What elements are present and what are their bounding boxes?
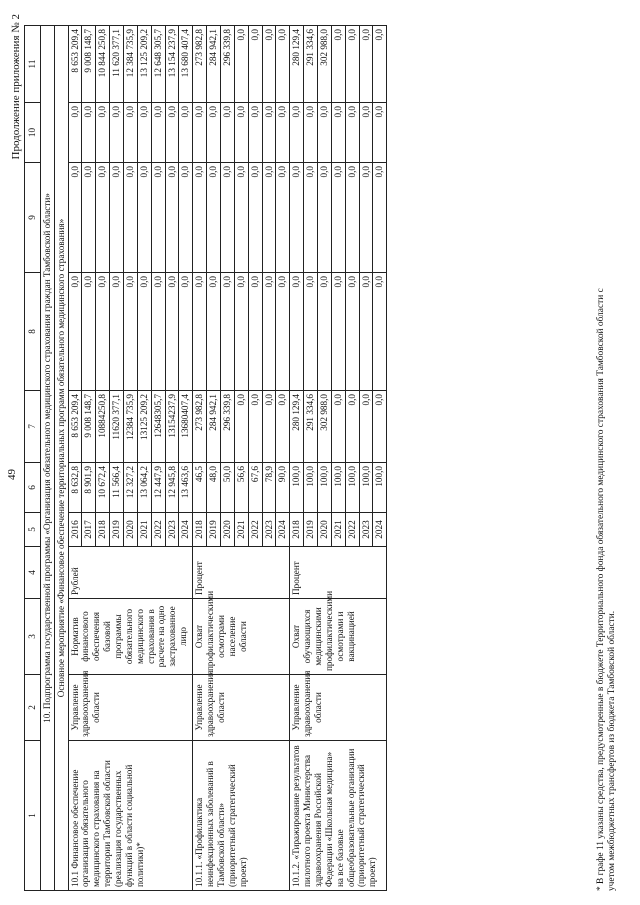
table-row [68,26,82,891]
value-cell-c6: 50,0 [221,463,235,513]
value-cell-c10: 0,0 [318,103,332,163]
value-cell-c11: 302 988,0 [318,26,332,103]
value-cell-c9: 0,0 [262,163,276,273]
col-header: 11 [25,26,41,103]
year-cell: 2022 [151,513,165,547]
value-cell-c10: 0,0 [151,103,165,163]
footnote-line: учетом межбюджетных трансфертов из бюджета Тамбовской области. [607,610,618,891]
value-cell-c11: 13 154 237,9 [165,26,179,103]
activity-name-cell: 10.1.2. «Тиражирование результатов пилотного проекта Министерства здравоохранения Российской Федерации «Школьная медицина» на все базовые общеобразовательные организации (приоритетный стратегический проект) [290,741,387,891]
year-cell: 2019 [110,513,124,547]
year-cell: 2022 [345,513,359,547]
value-cell-c7: 12384 735,9 [124,391,138,463]
value-cell-c10: 0,0 [110,103,124,163]
footnote-line: * В графе 11 указаны средства, предусмотренные в бюджете Территориального фонда обязательного медицинского страхования Тамбовской области с [596,288,606,891]
year-cell: 2024 [179,513,193,547]
value-cell-c10: 0,0 [345,103,359,163]
value-cell-c11: 296 339,8 [221,26,235,103]
value-cell-c8: 0,0 [179,273,193,391]
value-cell-c7: 0,0 [345,391,359,463]
value-cell-c6: 100,0 [290,463,304,513]
value-cell-c8: 0,0 [68,273,82,391]
indicator-cell: Охват профилактическими осмотрами население области [193,599,290,675]
value-cell-c7: 296 339,8 [221,391,235,463]
year-cell: 2018 [193,513,207,547]
value-cell-c8: 0,0 [110,273,124,391]
value-cell-c8: 0,0 [359,273,373,391]
value-cell-c9: 0,0 [68,163,82,273]
value-cell-c7: 280 129,4 [290,391,304,463]
value-cell-c7: 0,0 [276,391,290,463]
value-cell-c11: 0,0 [262,26,276,103]
year-cell: 2021 [331,513,345,547]
value-cell-c11: 13 125 209,2 [137,26,151,103]
executor-cell: Управление здравоохранения области [68,675,193,741]
year-cell: 2021 [234,513,248,547]
col-header: 1 [25,741,41,891]
value-cell-c6: 12 327,2 [124,463,138,513]
value-cell-c6: 100,0 [331,463,345,513]
indicator-cell: Охват обучающихся медицинскими профилактическими осмотрами и вакцинацией [290,599,387,675]
value-cell-c6: 13 463,6 [179,463,193,513]
footnote [596,26,619,891]
value-cell-c9: 0,0 [234,163,248,273]
value-cell-c11: 13 680 407,4 [179,26,193,103]
value-cell-c11: 273 982,8 [193,26,207,103]
value-cell-c7: 291 334,6 [304,391,318,463]
page-number: 49 [6,469,18,480]
value-cell-c6: 48,0 [207,463,221,513]
unit-cell: Рублей [68,547,193,599]
value-cell-c6: 100,0 [318,463,332,513]
value-cell-c9: 0,0 [248,163,262,273]
table-row [193,26,207,891]
value-cell-c11: 284 942,1 [207,26,221,103]
value-cell-c7: 8 653 209,4 [68,391,82,463]
value-cell-c10: 0,0 [179,103,193,163]
executor-cell: Управление здравоохранения области [290,675,387,741]
executor-cell: Управление здравоохранения области [193,675,290,741]
value-cell-c8: 0,0 [276,273,290,391]
value-cell-c11: 8 653 209,4 [68,26,82,103]
value-cell-c10: 0,0 [221,103,235,163]
value-cell-c6: 56,6 [234,463,248,513]
value-cell-c7: 11620 377,1 [110,391,124,463]
value-cell-c11: 0,0 [345,26,359,103]
year-cell: 2018 [290,513,304,547]
value-cell-c11: 280 129,4 [290,26,304,103]
value-cell-c10: 0,0 [207,103,221,163]
value-cell-c11: 12 648 305,7 [151,26,165,103]
value-cell-c7: 302 988,0 [318,391,332,463]
value-cell-c11: 0,0 [331,26,345,103]
col-header: 4 [25,547,41,599]
value-cell-c11: 0,0 [234,26,248,103]
value-cell-c6: 12 447,9 [151,463,165,513]
value-cell-c9: 0,0 [331,163,345,273]
value-cell-c9: 0,0 [165,163,179,273]
year-cell: 2019 [304,513,318,547]
value-cell-c10: 0,0 [68,103,82,163]
value-cell-c11: 291 334,6 [304,26,318,103]
value-cell-c8: 0,0 [262,273,276,391]
value-cell-c8: 0,0 [137,273,151,391]
activity-name-cell: 10.1.1. «Профилактика неинфекционных заболеваний в Тамбовской области» (приоритетный стратегический проект) [193,741,290,891]
value-cell-c6: 13 064,2 [137,463,151,513]
unit-cell: Процент [193,547,290,599]
year-cell: 2016 [68,513,82,547]
value-cell-c11: 9 008 148,7 [82,26,96,103]
value-cell-c9: 0,0 [373,163,387,273]
value-cell-c7: 13680407,4 [179,391,193,463]
value-cell-c10: 0,0 [304,103,318,163]
value-cell-c9: 0,0 [179,163,193,273]
year-cell: 2022 [248,513,262,547]
main-activity-title: Основное мероприятие «Финансовое обеспечение территориальных программ обязательного медицинского страхования» [54,26,68,891]
col-header: 7 [25,391,41,463]
year-cell: 2024 [276,513,290,547]
value-cell-c6: 12 945,8 [165,463,179,513]
value-cell-c7: 13154237,9 [165,391,179,463]
column-number-row [25,26,41,891]
value-cell-c10: 0,0 [137,103,151,163]
value-cell-c8: 0,0 [234,273,248,391]
value-cell-c8: 0,0 [248,273,262,391]
value-cell-c8: 0,0 [151,273,165,391]
year-cell: 2023 [359,513,373,547]
value-cell-c7: 0,0 [262,391,276,463]
value-cell-c8: 0,0 [373,273,387,391]
value-cell-c7: 0,0 [359,391,373,463]
value-cell-c11: 0,0 [276,26,290,103]
year-cell: 2023 [165,513,179,547]
value-cell-c8: 0,0 [221,273,235,391]
value-cell-c7: 10884250,8 [96,391,110,463]
year-cell: 2020 [318,513,332,547]
value-cell-c7: 13125 209,2 [137,391,151,463]
value-cell-c8: 0,0 [207,273,221,391]
value-cell-c6: 46,5 [193,463,207,513]
unit-cell: Процент [290,547,387,599]
value-cell-c9: 0,0 [110,163,124,273]
value-cell-c10: 0,0 [331,103,345,163]
col-header: 9 [25,163,41,273]
value-cell-c6: 8 901,9 [82,463,96,513]
year-cell: 2017 [82,513,96,547]
value-cell-c11: 0,0 [359,26,373,103]
value-cell-c8: 0,0 [124,273,138,391]
value-cell-c8: 0,0 [304,273,318,391]
value-cell-c11: 11 620 377,1 [110,26,124,103]
continuation-label: Продолжение приложения № 2 [10,14,22,160]
value-cell-c6: 100,0 [359,463,373,513]
value-cell-c6: 78,9 [262,463,276,513]
value-cell-c8: 0,0 [345,273,359,391]
value-cell-c7: 0,0 [248,391,262,463]
value-cell-c10: 0,0 [124,103,138,163]
value-cell-c9: 0,0 [82,163,96,273]
value-cell-c6: 11 566,4 [110,463,124,513]
table-row [290,26,304,891]
value-cell-c11: 0,0 [373,26,387,103]
value-cell-c9: 0,0 [151,163,165,273]
value-cell-c10: 0,0 [359,103,373,163]
activity-name-cell: 10.1 Финансовое обеспечение организации обязательного медицинского страхования на территории Тамбовской области (реализация государственных функций в области социальной политики)* [68,741,193,891]
value-cell-c9: 0,0 [359,163,373,273]
program-table [24,25,387,891]
subprogram-title: 10. Подпрограмма государственной программы «Организация обязательного медицинского страхования граждан Тамбовской области» [40,26,54,891]
value-cell-c7: 12648305,7 [151,391,165,463]
year-cell: 2018 [96,513,110,547]
value-cell-c9: 0,0 [318,163,332,273]
value-cell-c7: 284 942,1 [207,391,221,463]
col-header: 8 [25,273,41,391]
value-cell-c8: 0,0 [193,273,207,391]
col-header: 10 [25,103,41,163]
year-cell: 2019 [207,513,221,547]
value-cell-c7: 9 008 148,7 [82,391,96,463]
value-cell-c7: 273 982,8 [193,391,207,463]
value-cell-c9: 0,0 [207,163,221,273]
value-cell-c10: 0,0 [276,103,290,163]
value-cell-c9: 0,0 [137,163,151,273]
value-cell-c9: 0,0 [193,163,207,273]
value-cell-c9: 0,0 [290,163,304,273]
value-cell-c7: 0,0 [234,391,248,463]
value-cell-c9: 0,0 [304,163,318,273]
value-cell-c10: 0,0 [290,103,304,163]
value-cell-c9: 0,0 [345,163,359,273]
value-cell-c10: 0,0 [82,103,96,163]
col-header: 3 [25,599,41,675]
value-cell-c8: 0,0 [290,273,304,391]
value-cell-c6: 90,0 [276,463,290,513]
value-cell-c9: 0,0 [96,163,110,273]
value-cell-c6: 10 672,4 [96,463,110,513]
value-cell-c10: 0,0 [262,103,276,163]
value-cell-c8: 0,0 [96,273,110,391]
value-cell-c8: 0,0 [165,273,179,391]
value-cell-c8: 0,0 [318,273,332,391]
value-cell-c7: 0,0 [331,391,345,463]
value-cell-c10: 0,0 [234,103,248,163]
value-cell-c9: 0,0 [276,163,290,273]
value-cell-c6: 8 632,8 [68,463,82,513]
value-cell-c6: 100,0 [345,463,359,513]
value-cell-c7: 0,0 [373,391,387,463]
value-cell-c10: 0,0 [373,103,387,163]
col-header: 6 [25,463,41,513]
value-cell-c6: 100,0 [373,463,387,513]
value-cell-c9: 0,0 [124,163,138,273]
year-cell: 2020 [221,513,235,547]
year-cell: 2021 [137,513,151,547]
value-cell-c11: 10 844 250,8 [96,26,110,103]
value-cell-c8: 0,0 [82,273,96,391]
value-cell-c11: 12 384 735,9 [124,26,138,103]
value-cell-c10: 0,0 [193,103,207,163]
value-cell-c10: 0,0 [248,103,262,163]
value-cell-c8: 0,0 [331,273,345,391]
value-cell-c6: 67,6 [248,463,262,513]
year-cell: 2024 [373,513,387,547]
year-cell: 2023 [262,513,276,547]
value-cell-c11: 0,0 [248,26,262,103]
value-cell-c9: 0,0 [221,163,235,273]
col-header: 5 [25,513,41,547]
value-cell-c10: 0,0 [165,103,179,163]
col-header: 2 [25,675,41,741]
value-cell-c6: 100,0 [304,463,318,513]
year-cell: 2020 [124,513,138,547]
value-cell-c10: 0,0 [96,103,110,163]
indicator-cell: Норматив финансового обеспечения базовой программы обязательного медицинского страхования в расчете на одно застрахованное лицо [68,599,193,675]
